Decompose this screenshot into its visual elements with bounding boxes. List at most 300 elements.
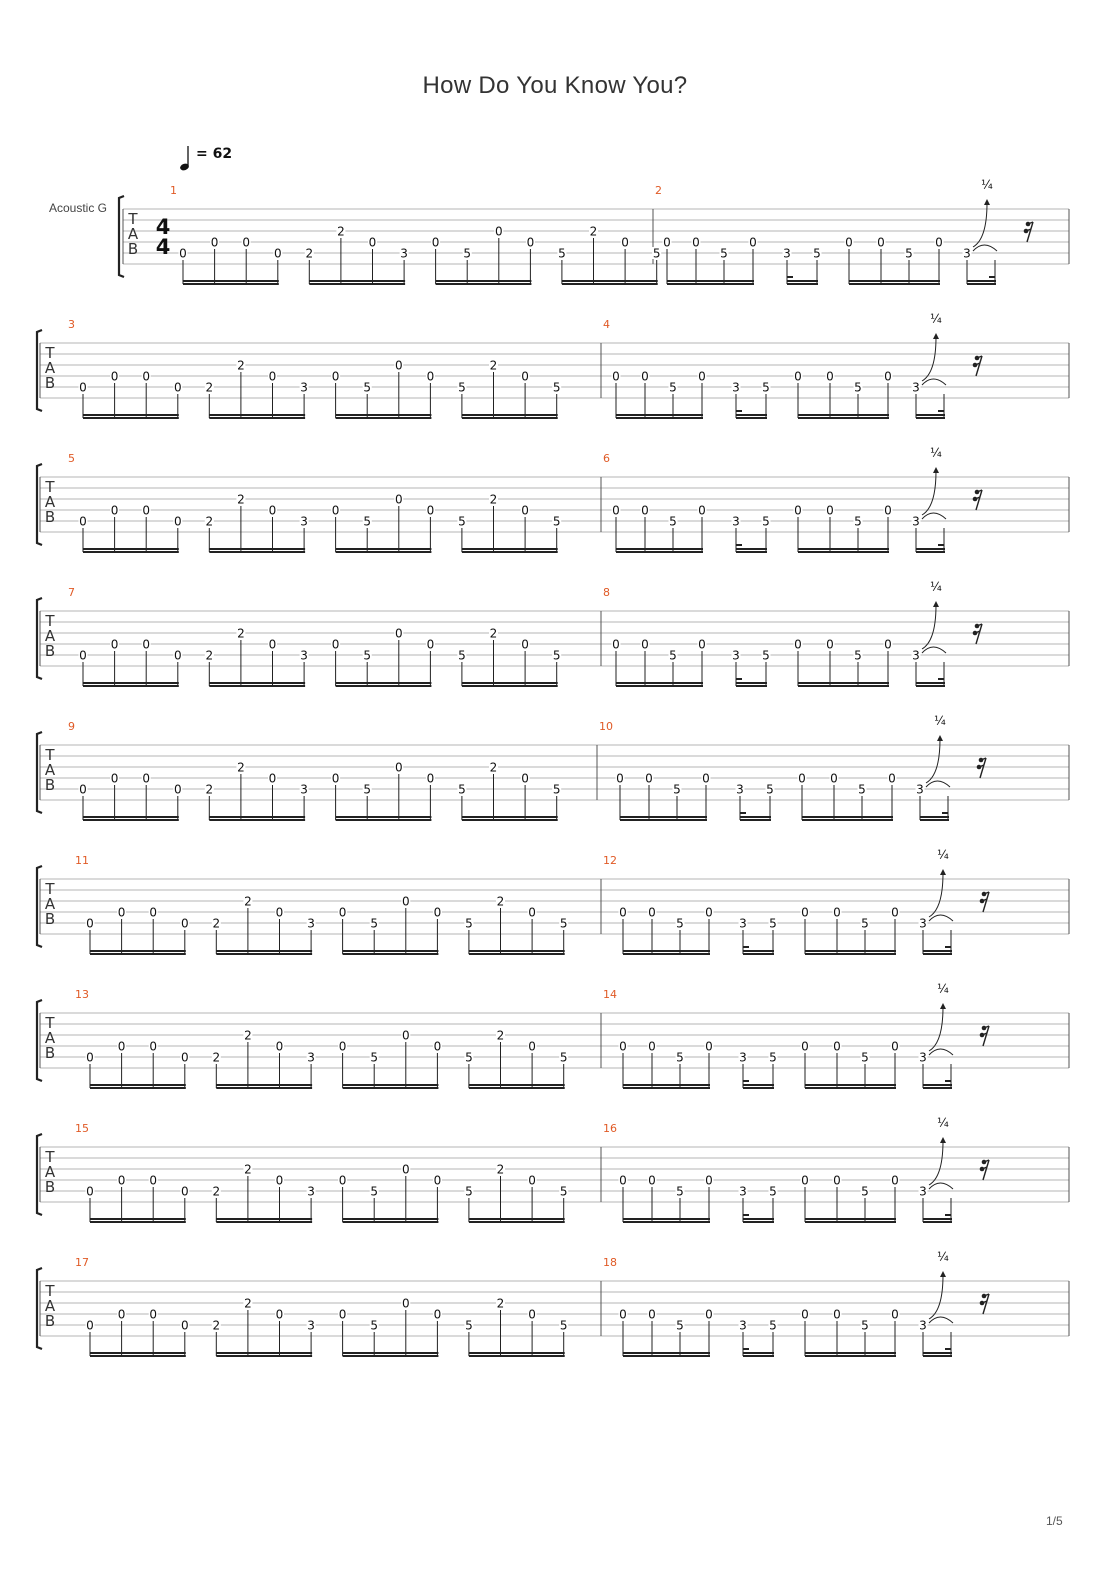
fret-number: 2 <box>237 760 245 775</box>
fret-number: 0 <box>641 369 649 384</box>
bend-amount: ¼ <box>930 580 942 594</box>
fret-number: 0 <box>801 1173 809 1188</box>
beam <box>83 819 179 821</box>
measure-number: 14 <box>603 988 617 1001</box>
fret-number: 0 <box>433 905 442 920</box>
fret-number: 0 <box>394 626 403 641</box>
fret-number: 5 <box>559 1050 568 1065</box>
beam <box>805 950 896 952</box>
tab-system <box>37 982 1069 1089</box>
beam <box>623 953 710 955</box>
fret-number: 3 <box>736 782 744 797</box>
fret-number: 0 <box>619 1039 627 1054</box>
fret-number: 5 <box>463 246 472 261</box>
fret-number: 3 <box>307 1318 315 1333</box>
beam <box>216 1355 312 1357</box>
fret-number: 0 <box>702 771 710 786</box>
beam <box>736 682 767 684</box>
bend-amount: ¼ <box>981 178 993 192</box>
fret-number: 0 <box>110 369 119 384</box>
beam <box>798 682 889 684</box>
fret-number: 0 <box>394 358 403 373</box>
fret-number: 5 <box>363 648 372 663</box>
fret-number: 0 <box>268 771 277 786</box>
tab-clef-letter: T <box>45 1014 55 1032</box>
bend-curve <box>929 1007 943 1051</box>
beam <box>562 280 658 282</box>
beam <box>667 280 754 282</box>
beam <box>469 950 565 952</box>
fret-number: 2 <box>489 760 498 775</box>
beam <box>216 1218 312 1220</box>
sixteenth-rest <box>980 1026 989 1046</box>
fret-number: 3 <box>912 648 920 663</box>
beam <box>743 1355 774 1357</box>
beam <box>469 1355 565 1357</box>
fret-number: 5 <box>363 782 372 797</box>
fret-number: 5 <box>458 648 466 663</box>
sixteenth-rest <box>1024 222 1033 242</box>
fret-number: 0 <box>142 637 151 652</box>
beam <box>923 953 952 955</box>
beam <box>336 816 432 818</box>
fret-number: 5 <box>854 380 862 395</box>
fret-number: 0 <box>794 637 802 652</box>
beam <box>798 417 889 419</box>
beam <box>916 548 945 550</box>
beam <box>916 682 945 684</box>
fret-number: 0 <box>645 771 653 786</box>
measure-number: 1 <box>170 184 177 197</box>
bend-amount: ¼ <box>937 1250 949 1264</box>
bend-amount: ¼ <box>937 982 949 996</box>
sixteenth-rest <box>973 356 982 376</box>
fret-number: 0 <box>891 1173 899 1188</box>
fret-number: 2 <box>244 1028 252 1043</box>
beam <box>616 685 703 687</box>
fret-number: 0 <box>401 1296 410 1311</box>
bend-amount: ¼ <box>937 848 949 862</box>
beam <box>616 551 703 553</box>
fret-number: 2 <box>212 1318 221 1333</box>
beam <box>469 953 565 955</box>
fret-number: 0 <box>830 771 838 786</box>
beam-stub <box>989 276 995 278</box>
beam <box>623 1087 710 1089</box>
fret-number: 5 <box>465 1050 473 1065</box>
fret-number: 0 <box>648 905 656 920</box>
fret-number: 2 <box>212 1050 221 1065</box>
tie-arc <box>929 915 953 921</box>
beam <box>216 1087 312 1089</box>
beam <box>920 819 949 821</box>
fret-number: 0 <box>79 782 87 797</box>
fret-number: 0 <box>401 1162 410 1177</box>
fret-number: 2 <box>489 358 498 373</box>
beam <box>462 819 558 821</box>
beam <box>462 816 558 818</box>
tab-system <box>37 714 1069 821</box>
fret-number: 3 <box>300 380 308 395</box>
fret-number: 3 <box>307 1050 315 1065</box>
fret-number: 5 <box>858 782 866 797</box>
fret-number: 0 <box>368 235 377 250</box>
fret-number: 0 <box>692 235 700 250</box>
fret-number: 0 <box>338 1173 347 1188</box>
fret-number: 5 <box>676 916 684 931</box>
bend-curve <box>922 337 936 381</box>
beam <box>623 1221 710 1223</box>
tie-arc <box>973 245 997 251</box>
beam <box>798 685 889 687</box>
fret-number: 0 <box>521 369 529 384</box>
fret-number: 0 <box>698 637 706 652</box>
fret-number: 0 <box>888 771 896 786</box>
fret-number: 0 <box>884 637 892 652</box>
measure-number: 16 <box>603 1122 617 1135</box>
fret-number: 0 <box>149 905 158 920</box>
fret-number: 0 <box>833 1173 841 1188</box>
tab-clef-letter: A <box>44 627 56 645</box>
fret-number: 2 <box>244 1296 252 1311</box>
beam <box>343 1355 439 1357</box>
fret-number: 0 <box>331 369 340 384</box>
fret-number: 0 <box>826 637 834 652</box>
fret-number: 0 <box>891 1307 899 1322</box>
beam <box>90 1355 186 1357</box>
beam-stub <box>938 410 944 412</box>
tab-clef-letter: T <box>45 344 55 362</box>
fret-number: 0 <box>794 503 802 518</box>
fret-number: 0 <box>698 369 706 384</box>
tab-clef-letter: T <box>45 1282 55 1300</box>
beam <box>216 1221 312 1223</box>
bend-curve <box>929 873 943 917</box>
fret-number: 3 <box>732 648 740 663</box>
measure-number: 9 <box>68 720 75 733</box>
beam-stub <box>736 410 742 412</box>
beam-stub <box>736 544 742 546</box>
fret-number: 0 <box>612 369 620 384</box>
bend-arrowhead <box>933 333 939 339</box>
measure-number: 5 <box>68 452 75 465</box>
measure-number: 6 <box>603 452 610 465</box>
fret-number: 0 <box>338 1039 347 1054</box>
tab-clef-letter: B <box>127 240 139 258</box>
beam <box>736 548 767 550</box>
beam <box>216 953 312 955</box>
beam <box>83 417 179 419</box>
beam <box>736 417 767 419</box>
bend-amount: ¼ <box>937 1116 949 1130</box>
beam <box>462 682 558 684</box>
fret-number: 0 <box>612 503 620 518</box>
fret-number: 2 <box>237 492 245 507</box>
measure-number: 18 <box>603 1256 617 1269</box>
beam <box>462 551 558 553</box>
bend-amount: ¼ <box>934 714 946 728</box>
beam <box>343 1352 439 1354</box>
tab-clef-letter: B <box>44 508 56 526</box>
beam <box>183 283 279 285</box>
fret-number: 0 <box>494 224 503 239</box>
fret-number: 0 <box>698 503 706 518</box>
measure-number: 17 <box>75 1256 89 1269</box>
fret-number: 0 <box>117 905 126 920</box>
fret-number: 2 <box>496 1296 505 1311</box>
beam-stub <box>743 1080 749 1082</box>
fret-number: 0 <box>110 637 119 652</box>
fret-number: 2 <box>244 1162 252 1177</box>
beam <box>967 283 996 285</box>
fret-number: 0 <box>173 514 182 529</box>
tab-system <box>37 1250 1069 1357</box>
beam <box>916 685 945 687</box>
fret-number: 0 <box>526 235 535 250</box>
fret-number: 3 <box>300 514 308 529</box>
fret-number: 0 <box>268 503 277 518</box>
fret-number: 0 <box>891 1039 899 1054</box>
beam <box>83 551 179 553</box>
tab-clef-letter: T <box>45 880 55 898</box>
fret-number: 3 <box>739 1318 747 1333</box>
beam <box>798 551 889 553</box>
bend-arrowhead <box>933 467 939 473</box>
fret-number: 2 <box>489 626 498 641</box>
fret-number: 5 <box>552 380 561 395</box>
measure <box>179 225 662 286</box>
fret-number: 0 <box>110 771 119 786</box>
beam <box>83 414 179 416</box>
fret-number: 0 <box>826 369 834 384</box>
beam <box>309 283 405 285</box>
tab-clef-letter: B <box>44 1044 56 1062</box>
beam <box>623 1084 710 1086</box>
fret-number: 0 <box>433 1307 442 1322</box>
beam <box>802 816 893 818</box>
beam <box>436 283 532 285</box>
fret-number: 2 <box>205 648 214 663</box>
fret-number: 3 <box>300 782 308 797</box>
beam-stub <box>942 812 948 814</box>
measure <box>79 493 562 554</box>
fret-number: 0 <box>641 503 649 518</box>
fret-number: 0 <box>149 1039 158 1054</box>
tie-arc <box>929 1317 953 1323</box>
bend-curve <box>922 605 936 649</box>
measure-number: 7 <box>68 586 75 599</box>
fret-number: 0 <box>619 1173 627 1188</box>
tab-clef-letter: A <box>44 1163 56 1181</box>
fret-number: 0 <box>426 637 435 652</box>
instrument-name: Acoustic G <box>49 201 108 215</box>
fret-number: 0 <box>521 637 529 652</box>
fret-number: 5 <box>762 648 770 663</box>
fret-number: 5 <box>766 782 774 797</box>
sixteenth-rest <box>977 758 986 778</box>
beam <box>920 816 949 818</box>
bend-curve <box>926 739 940 783</box>
tab-clef-letter: A <box>127 225 139 243</box>
fret-number: 3 <box>307 916 315 931</box>
beam-stub <box>743 1348 749 1350</box>
fret-number: 0 <box>648 1173 656 1188</box>
fret-number: 3 <box>307 1184 315 1199</box>
beam <box>849 283 940 285</box>
fret-number: 0 <box>641 637 649 652</box>
fret-number: 0 <box>117 1307 126 1322</box>
fret-number: 0 <box>433 1173 442 1188</box>
beam <box>562 283 658 285</box>
measure-number: 8 <box>603 586 610 599</box>
fret-number: 0 <box>394 492 403 507</box>
beam <box>743 1352 774 1354</box>
beam <box>209 685 305 687</box>
tie-arc <box>926 781 950 787</box>
bend-amount: ¼ <box>930 446 942 460</box>
fret-number: 0 <box>142 369 151 384</box>
fret-number: 0 <box>401 894 410 909</box>
beam <box>209 819 305 821</box>
bend-amount: ¼ <box>930 312 942 326</box>
beam <box>83 685 179 687</box>
tie-arc <box>929 1049 953 1055</box>
fret-number: 2 <box>489 492 498 507</box>
time-signature-top: 4 <box>155 215 171 239</box>
fret-number: 2 <box>244 894 252 909</box>
beam <box>916 414 945 416</box>
beam <box>209 414 305 416</box>
fret-number: 5 <box>552 782 561 797</box>
fret-number: 5 <box>559 1184 568 1199</box>
tab-clef-letter: T <box>45 612 55 630</box>
fret-number: 0 <box>79 514 87 529</box>
beam <box>623 1352 710 1354</box>
tab-system <box>37 580 1069 687</box>
fret-number: 2 <box>237 358 245 373</box>
bend-arrowhead <box>940 1271 946 1277</box>
fret-number: 0 <box>935 235 943 250</box>
measure-number: 2 <box>655 184 662 197</box>
beam <box>183 280 279 282</box>
beam <box>462 685 558 687</box>
fret-number: 0 <box>86 1050 94 1065</box>
tab-system <box>37 446 1069 553</box>
fret-number: 3 <box>400 246 408 261</box>
page-number: 1/5 <box>1046 1514 1063 1528</box>
bend-arrowhead <box>984 199 990 205</box>
beam <box>923 1221 952 1223</box>
fret-number: 0 <box>801 1307 809 1322</box>
beam <box>469 1352 565 1354</box>
fret-number: 5 <box>559 916 568 931</box>
beam <box>216 1084 312 1086</box>
tab-clef-letter: B <box>44 642 56 660</box>
beam <box>916 551 945 553</box>
beam <box>623 1355 710 1357</box>
fret-number: 2 <box>496 1162 505 1177</box>
beam <box>90 1087 186 1089</box>
fret-number: 0 <box>619 905 627 920</box>
tie-arc <box>922 513 946 519</box>
beam <box>743 1087 774 1089</box>
measure <box>79 359 562 420</box>
measure-number: 4 <box>603 318 610 331</box>
fret-number: 0 <box>79 380 87 395</box>
fret-number: 5 <box>363 514 372 529</box>
fret-number: 5 <box>458 782 466 797</box>
tempo-value: = 62 <box>196 146 233 162</box>
fret-number: 5 <box>370 1318 379 1333</box>
beam <box>216 950 312 952</box>
fret-number: 0 <box>884 503 892 518</box>
bend-curve <box>922 471 936 515</box>
beam <box>923 1355 952 1357</box>
beam <box>805 1087 896 1089</box>
fret-number: 0 <box>528 1307 536 1322</box>
fret-number: 0 <box>648 1307 656 1322</box>
fret-number: 0 <box>877 235 885 250</box>
tie-arc <box>922 379 946 385</box>
fret-number: 5 <box>552 514 561 529</box>
fret-number: 5 <box>558 246 566 261</box>
fret-number: 5 <box>370 916 379 931</box>
fret-number: 2 <box>212 916 221 931</box>
beam <box>436 280 532 282</box>
measure-number: 3 <box>68 318 75 331</box>
fret-number: 0 <box>794 369 802 384</box>
fret-number: 2 <box>237 626 245 641</box>
beam <box>83 682 179 684</box>
beam <box>209 417 305 419</box>
beam <box>623 1218 710 1220</box>
beam <box>743 1218 774 1220</box>
fret-number: 2 <box>496 1028 505 1043</box>
beam <box>743 950 774 952</box>
measure-number: 15 <box>75 1122 89 1135</box>
fret-number: 5 <box>669 514 677 529</box>
fret-number: 5 <box>676 1050 684 1065</box>
fret-number: 5 <box>673 782 681 797</box>
fret-number: 5 <box>370 1184 379 1199</box>
measure <box>86 1297 569 1358</box>
measure-number: 12 <box>603 854 617 867</box>
fret-number: 0 <box>663 235 671 250</box>
beam <box>616 682 703 684</box>
fret-number: 0 <box>86 1184 94 1199</box>
beam <box>923 1352 952 1354</box>
fret-number: 0 <box>433 1039 442 1054</box>
sixteenth-rest <box>980 892 989 912</box>
fret-number: 5 <box>676 1318 684 1333</box>
beam <box>336 682 432 684</box>
beam <box>916 417 945 419</box>
beam <box>462 548 558 550</box>
tab-clef-letter: T <box>45 478 55 496</box>
beam <box>343 1221 439 1223</box>
beam <box>469 1218 565 1220</box>
fret-number: 0 <box>801 905 809 920</box>
fret-number: 0 <box>521 503 529 518</box>
fret-number: 0 <box>705 1039 713 1054</box>
fret-number: 0 <box>210 235 219 250</box>
beam <box>343 1087 439 1089</box>
fret-number: 0 <box>845 235 853 250</box>
fret-number: 5 <box>669 648 677 663</box>
beam <box>309 280 405 282</box>
tab-clef-letter: A <box>44 493 56 511</box>
beam <box>336 819 432 821</box>
